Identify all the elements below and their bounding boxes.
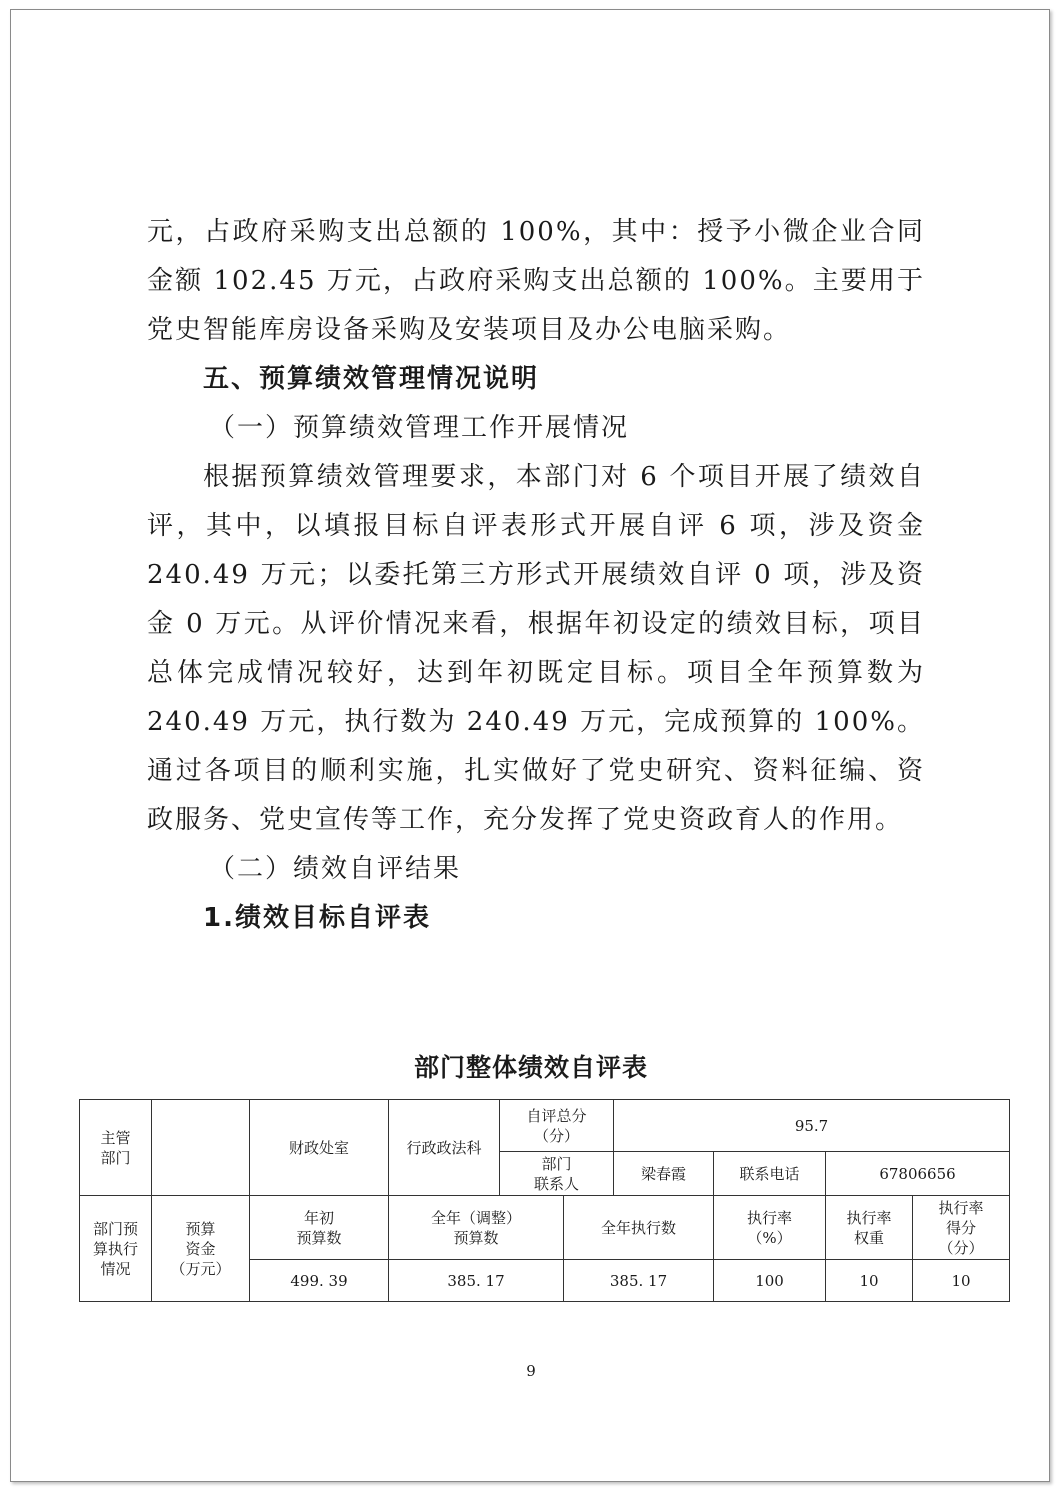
table-title: 部门整体绩效自评表: [413, 1053, 648, 1082]
paragraph-performance: 根据预算绩效管理要求，本部门对 6 个项目开展了绩效自评，其中，以填报目标自评表形式开展自评 6 项，涉及资金 240.49 万元；以委托第三方形式开展绩效自评 0 项，涉及资金 0 万元。从评价情况来看，根据年初设定的绩效目标，项目总体完成情况较好，达到年初既定目标。项目全年预算数为 240.49 万元，执行数为 240.49 万元，完成预算的 100%。通过各项目的顺利实施，扎实做好了党史研究、资料征编、资政服务、党史宣传等工作，充分发挥了党史资政育人的作用。: [147, 462, 925, 835]
cell-contact-name: 梁春霞: [614, 1152, 714, 1196]
table-section-heading: 1.绩效目标自评表: [203, 903, 431, 933]
cell-dept: 财政处室: [250, 1100, 389, 1196]
section-heading-5: 五、预算绩效管理情况说明: [203, 364, 540, 394]
cell-fund-label: 预算 资金 （万元）: [152, 1196, 250, 1302]
header-weight: 执行率 权重: [826, 1196, 913, 1260]
header-executed: 全年执行数: [564, 1196, 714, 1260]
cell-rate-score: 10: [913, 1260, 1010, 1302]
header-rate: 执行率 （%）: [714, 1196, 826, 1260]
cell-score-value: 95.7: [614, 1100, 1010, 1152]
evaluation-table: [79, 1099, 1010, 1302]
cell-initial-budget: 499. 39: [250, 1260, 389, 1302]
cell-phone-label: 联系电话: [714, 1152, 826, 1196]
cell-supervisor-value: [152, 1100, 250, 1196]
cell-adjusted-budget: 385. 17: [389, 1260, 564, 1302]
cell-contact-label: 部门 联系人: [500, 1152, 614, 1196]
cell-phone-value: 67806656: [826, 1152, 1010, 1196]
header-rate-score: 执行率 得分 （分）: [913, 1196, 1010, 1260]
header-adjusted-budget: 全年（调整） 预算数: [389, 1196, 564, 1260]
cell-supervisor-label: 主管 部门: [80, 1100, 152, 1196]
cell-executed: 385. 17: [564, 1260, 714, 1302]
page-number: 9: [526, 1362, 536, 1380]
cell-execution-label: 部门预 算执行 情况: [80, 1196, 152, 1302]
subsection-heading-2: （二）绩效自评结果: [209, 854, 462, 884]
body-text: [147, 208, 925, 943]
cell-score-label: 自评总分 （分）: [500, 1100, 614, 1152]
table-row: [80, 1100, 1010, 1152]
cell-rate: 100: [714, 1260, 826, 1302]
subsection-heading-1: （一）预算绩效管理工作开展情况: [209, 413, 630, 443]
document-page: [10, 9, 1050, 1482]
table-row: [80, 1196, 1010, 1260]
cell-division: 行政政法科: [389, 1100, 500, 1196]
header-initial-budget: 年初 预算数: [250, 1196, 389, 1260]
cell-weight: 10: [826, 1260, 913, 1302]
paragraph-procurement: 元，占政府采购支出总额的 100%，其中：授予小微企业合同金额 102.45 万元，占政府采购支出总额的 100%。主要用于党史智能库房设备采购及安装项目及办公电脑采购。: [147, 217, 925, 345]
